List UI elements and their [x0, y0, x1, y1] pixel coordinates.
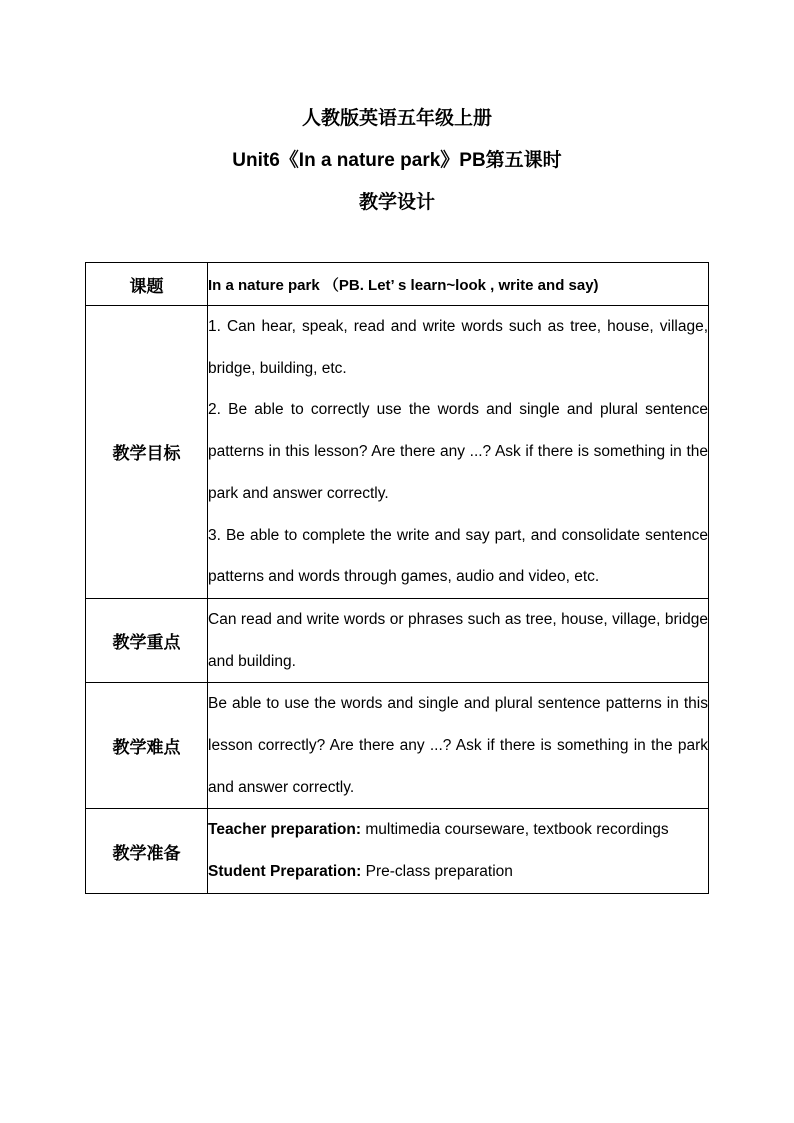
- lesson-plan-table: [85, 262, 709, 894]
- objectives-content: [208, 306, 709, 599]
- difficulties-content: [208, 683, 709, 809]
- title-line-textbook: 人教版英语五年级上册: [301, 108, 492, 129]
- preparation-label: 教学准备: [86, 809, 208, 893]
- key-points-content: [208, 598, 709, 682]
- topic-value: In a nature park （PB. Let’ s learn~look , write and say): [208, 263, 709, 306]
- table-row-topic: [86, 263, 709, 306]
- objective-item-2: 2. Be able to correctly use the words and single and plural sentence patterns in this lesson? Are there any ...? Ask if there is something in the park and answer correctly.: [208, 401, 708, 502]
- teacher-preparation: [208, 809, 708, 851]
- difficulties-label: 教学难点: [86, 683, 208, 809]
- difficulties-text: Be able to use the words and single and plural sentence patterns in this lesson correctly? Are there any ...? Ask if there is something in the park and answer correctly.: [208, 695, 708, 796]
- table-row-difficulties: [86, 683, 709, 809]
- table-row-objectives: [86, 306, 709, 599]
- student-preparation-label: Student Preparation:: [208, 863, 362, 881]
- table-row-preparation: [86, 809, 709, 893]
- teacher-preparation-label: Teacher preparation:: [208, 821, 362, 839]
- objectives-label: 教学目标: [86, 306, 208, 599]
- title-line-design: 教学设计: [358, 192, 435, 213]
- objective-item-1: 1. Can hear, speak, read and write words such as tree, house, village, bridge, building, etc.: [208, 318, 708, 377]
- table-row-key-points: [86, 598, 709, 682]
- student-preparation-text: Pre-class preparation: [361, 863, 513, 881]
- student-preparation: [208, 851, 708, 893]
- objective-item-3: 3. Be able to complete the write and say part, and consolidate sentence patterns and words through games, audio and video, etc.: [208, 526, 708, 586]
- title-line-unit: Unit6《In a nature park》PB第五课时: [232, 150, 562, 171]
- topic-label: 课题: [86, 263, 208, 306]
- key-points-label: 教学重点: [86, 598, 208, 682]
- preparation-content: [208, 809, 709, 893]
- teacher-preparation-text: multimedia courseware, textbook recordings: [361, 821, 669, 839]
- key-points-text: Can read and write words or phrases such as tree, house, village, bridge and building.: [208, 610, 708, 670]
